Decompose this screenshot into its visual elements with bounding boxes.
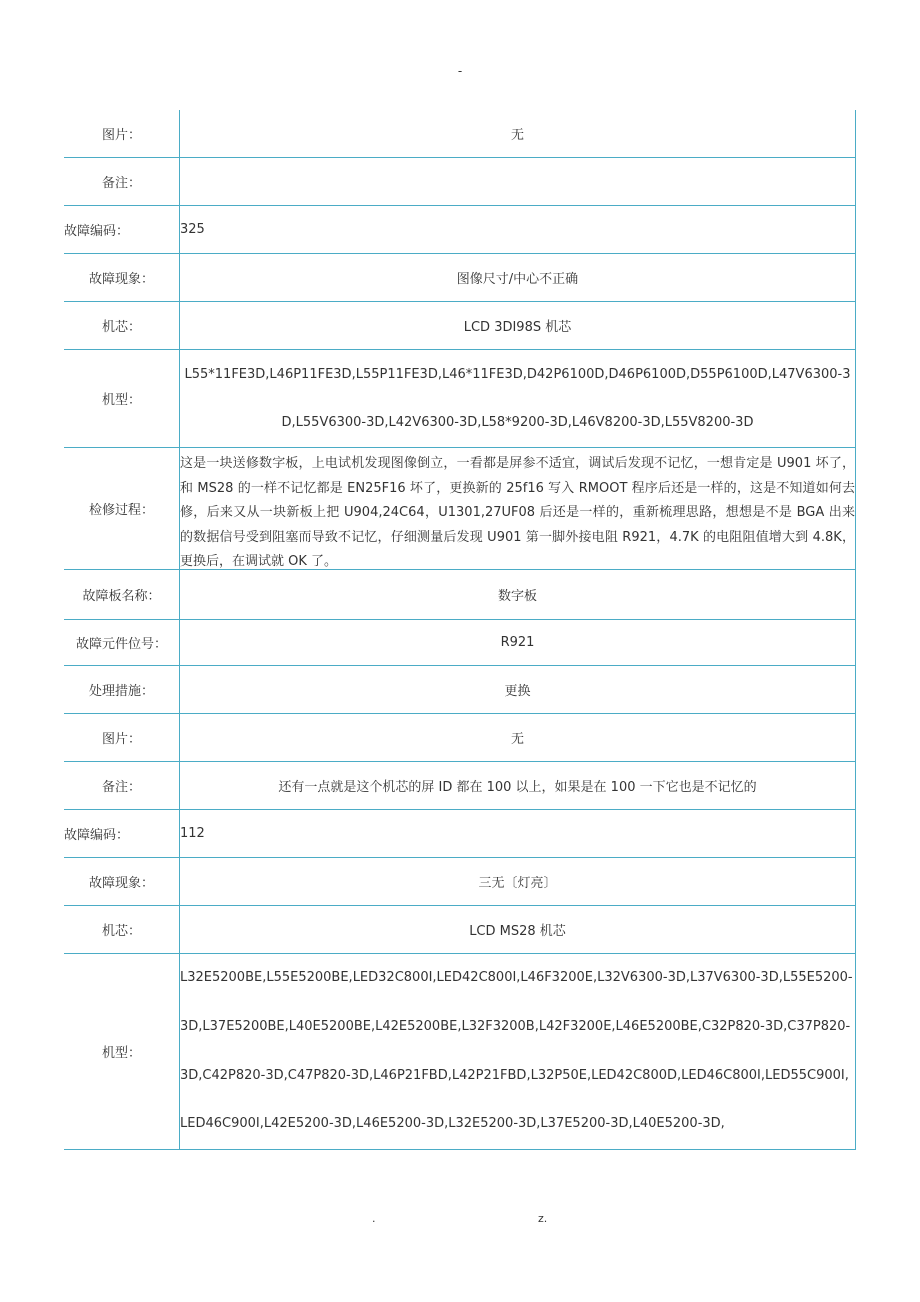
value-symptom: 图像尺寸/中心不正确 — [180, 254, 856, 301]
value-models: L55*11FE3D,L46P11FE3D,L55P11FE3D,L46*11FE3D,D42P6100D,D46P6100D,D55P6100D,L47V6300-3D,L55V6300-3D,L42V6300-3D,L58*9200-3D,L46V8200-3D,L55V8200-3D — [180, 350, 856, 447]
row-chassis — [64, 302, 856, 350]
value-picture: 无 — [180, 110, 856, 157]
label-chassis-2: 机芯： — [64, 906, 180, 953]
row-remark — [64, 158, 856, 206]
row-models — [64, 350, 856, 448]
page-header-mark: - — [457, 64, 463, 78]
row-symptom — [64, 254, 856, 302]
value-faulty-board: 数字板 — [180, 570, 856, 619]
label-remark: 备注： — [64, 158, 180, 205]
value-fault-code-2: 112 — [180, 810, 856, 857]
label-picture-2: 图片： — [64, 714, 180, 761]
row-component-position — [64, 620, 856, 666]
label-symptom-2: 故障现象： — [64, 858, 180, 905]
row-fault-code-2 — [64, 810, 856, 858]
label-models-2: 机型： — [64, 954, 180, 1149]
label-faulty-board: 故障板名称： — [64, 570, 180, 619]
label-chassis: 机芯： — [64, 302, 180, 349]
label-measure: 处理措施： — [64, 666, 180, 713]
row-measure — [64, 666, 856, 714]
value-symptom-2: 三无〔灯亮〕 — [180, 858, 856, 905]
row-symptom-2 — [64, 858, 856, 906]
value-chassis-2: LCD MS28 机芯 — [180, 906, 856, 953]
footer-right-mark: z. — [538, 1212, 548, 1225]
value-chassis: LCD 3DI98S 机芯 — [180, 302, 856, 349]
row-picture — [64, 110, 856, 158]
label-repair-process: 检修过程： — [64, 448, 180, 569]
row-fault-code — [64, 206, 856, 254]
value-models-2: L32E5200BE,L55E5200BE,LED32C800I,LED42C800I,L46F3200E,L32V6300-3D,L37V6300-3D,L55E5200-3D,L37E5200BE,L40E5200BE,L42E5200BE,L32F3200B,L42F3200E,L46E5200BE,C32P820-3D,C37P820-3D,C42P820-3D,C47P820-3D,L46P21FBD,L42P21FBD,L32P50E,LED42C800D,LED46C800I,LED55C900I,LED46C900I,L42E5200-3D,L46E5200-3D,L32E5200-3D,L37E5200-3D,L40E5200-3D, — [180, 954, 856, 1149]
row-faulty-board — [64, 570, 856, 620]
value-repair-process: 这是一块送修数字板，上电试机发现图像倒立，一看都是屏参不适宜，调试后发现不记忆，一想肯定是 U901 坏了，和 MS28 的一样不记忆都是 EN25F16 坏了，更换新的 25f16 写入 RMOOT 程序后还是一样的，这是不知道如何去修，后来又从一块新板上把 U904,24C64，U1301,27UF08 后还是一样的，重新梳理思路，想想是不是 BGA 出来的数据信号受到阻塞而导致不记忆，仔细测量后发现 U901 第一脚外接电阻 R921，4.7K 的电阻阻值增大到 4.8K，更换后，在调试就 OK 了。 — [180, 448, 856, 569]
value-picture-2: 无 — [180, 714, 856, 761]
label-models: 机型： — [64, 350, 180, 447]
label-symptom: 故障现象： — [64, 254, 180, 301]
row-remark-2 — [64, 762, 856, 810]
row-chassis-2 — [64, 906, 856, 954]
row-picture-2 — [64, 714, 856, 762]
value-fault-code: 325 — [180, 206, 856, 253]
value-remark-2: 还有一点就是这个机芯的屏 ID 都在 100 以上，如果是在 100 一下它也是不记忆的 — [180, 762, 856, 809]
fault-record-table — [64, 110, 856, 1150]
footer-left-mark: . — [372, 1212, 376, 1225]
value-measure: 更换 — [180, 666, 856, 713]
label-remark-2: 备注： — [64, 762, 180, 809]
row-repair-process — [64, 448, 856, 570]
value-remark — [180, 158, 856, 205]
label-picture: 图片： — [64, 110, 180, 157]
label-component-position: 故障元件位号： — [64, 620, 180, 665]
label-fault-code-2: 故障编码： — [64, 810, 180, 857]
label-fault-code: 故障编码： — [64, 206, 180, 253]
value-component-position: R921 — [180, 620, 856, 665]
row-models-2 — [64, 954, 856, 1150]
